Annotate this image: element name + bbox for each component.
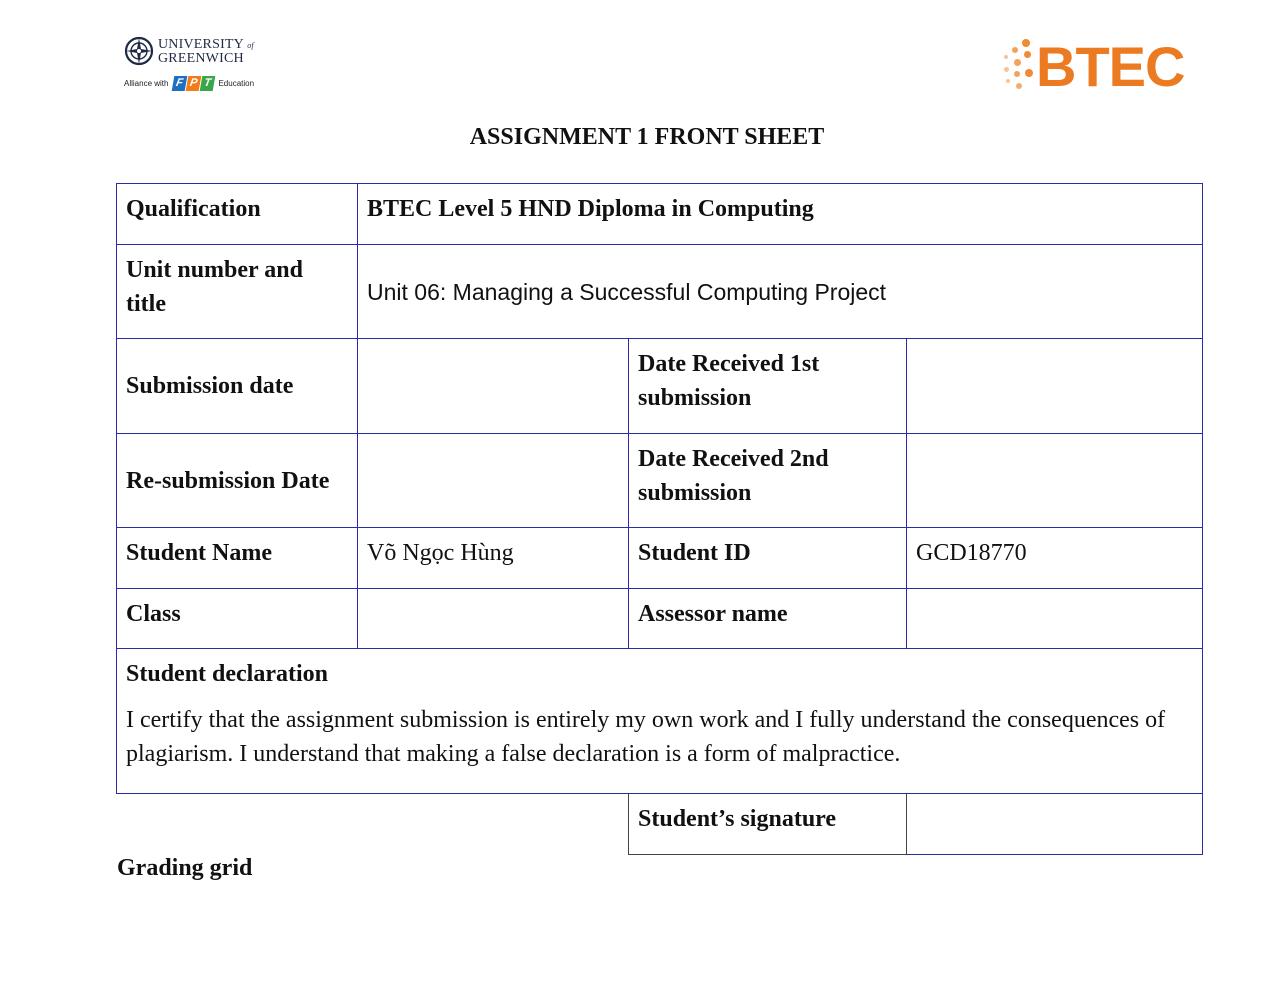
fpt-letter-f: F (172, 76, 188, 91)
row-qualification (117, 184, 1203, 245)
row-unit (117, 245, 1203, 339)
grading-grid-heading: Grading grid (117, 855, 253, 881)
university-line1: UNIVERSITY (158, 36, 244, 52)
assessor-name-label: Assessor name (629, 589, 907, 649)
fpt-logo (173, 76, 215, 91)
declaration-text: I certify that the assignment submission is entirely my own work and I fully understand the consequences of plagiarism. I understand that making a false declaration is a form of malpractice. (126, 707, 1166, 767)
row-class (117, 589, 1203, 649)
assessor-name-field[interactable] (907, 589, 1203, 649)
qualification-value: BTEC Level 5 HND Diploma in Computing (358, 184, 1203, 245)
btec-logo (1000, 36, 1195, 98)
signature-label: Student’s signature (629, 794, 907, 855)
compass-seal-icon (124, 36, 154, 66)
signature-field[interactable] (907, 794, 1203, 855)
qualification-label: Qualification (117, 184, 358, 245)
row-student (117, 528, 1203, 589)
fpt-letter-t: T (200, 76, 216, 91)
class-field[interactable] (358, 589, 629, 649)
resubmission-date-field[interactable] (358, 434, 629, 528)
submission-date-label: Submission date (117, 339, 358, 434)
unit-value: Unit 06: Managing a Successful Computing Project (358, 245, 1203, 339)
front-sheet-table (116, 183, 1203, 855)
document-title: ASSIGNMENT 1 FRONT SHEET (469, 124, 825, 150)
submission-date-field[interactable] (358, 339, 629, 434)
student-id-value[interactable]: GCD18770 (907, 528, 1203, 589)
row-declaration (117, 649, 1203, 794)
row-signature (117, 794, 1203, 855)
btec-wordmark: BTEC (1036, 35, 1185, 98)
student-name-label: Student Name (117, 528, 358, 589)
signature-spacer (117, 794, 629, 855)
fpt-letter-p: P (186, 76, 202, 91)
date-received-1st-field[interactable] (907, 339, 1203, 434)
date-received-2nd-label: Date Received 2nd submission (629, 434, 907, 528)
declaration-cell (117, 649, 1203, 794)
unit-label: Unit number and title (117, 245, 358, 339)
university-of: of (247, 40, 254, 50)
alliance-suffix: Education (218, 79, 255, 88)
resubmission-date-label: Re-submission Date (117, 434, 358, 528)
declaration-title: Student declaration (126, 661, 329, 687)
university-of-greenwich-logo (124, 36, 264, 106)
student-name-value[interactable]: Võ Ngọc Hùng (358, 528, 629, 589)
fpt-alliance (124, 76, 264, 91)
class-label: Class (117, 589, 358, 649)
date-received-1st-label: Date Received 1st submission (629, 339, 907, 434)
dots-icon (1000, 37, 1036, 97)
alliance-prefix: Alliance with (124, 79, 169, 88)
row-submission (117, 339, 1203, 434)
date-received-2nd-field[interactable] (907, 434, 1203, 528)
row-resubmission (117, 434, 1203, 528)
university-line2: GREENWICH (158, 50, 244, 66)
student-id-label: Student ID (629, 528, 907, 589)
